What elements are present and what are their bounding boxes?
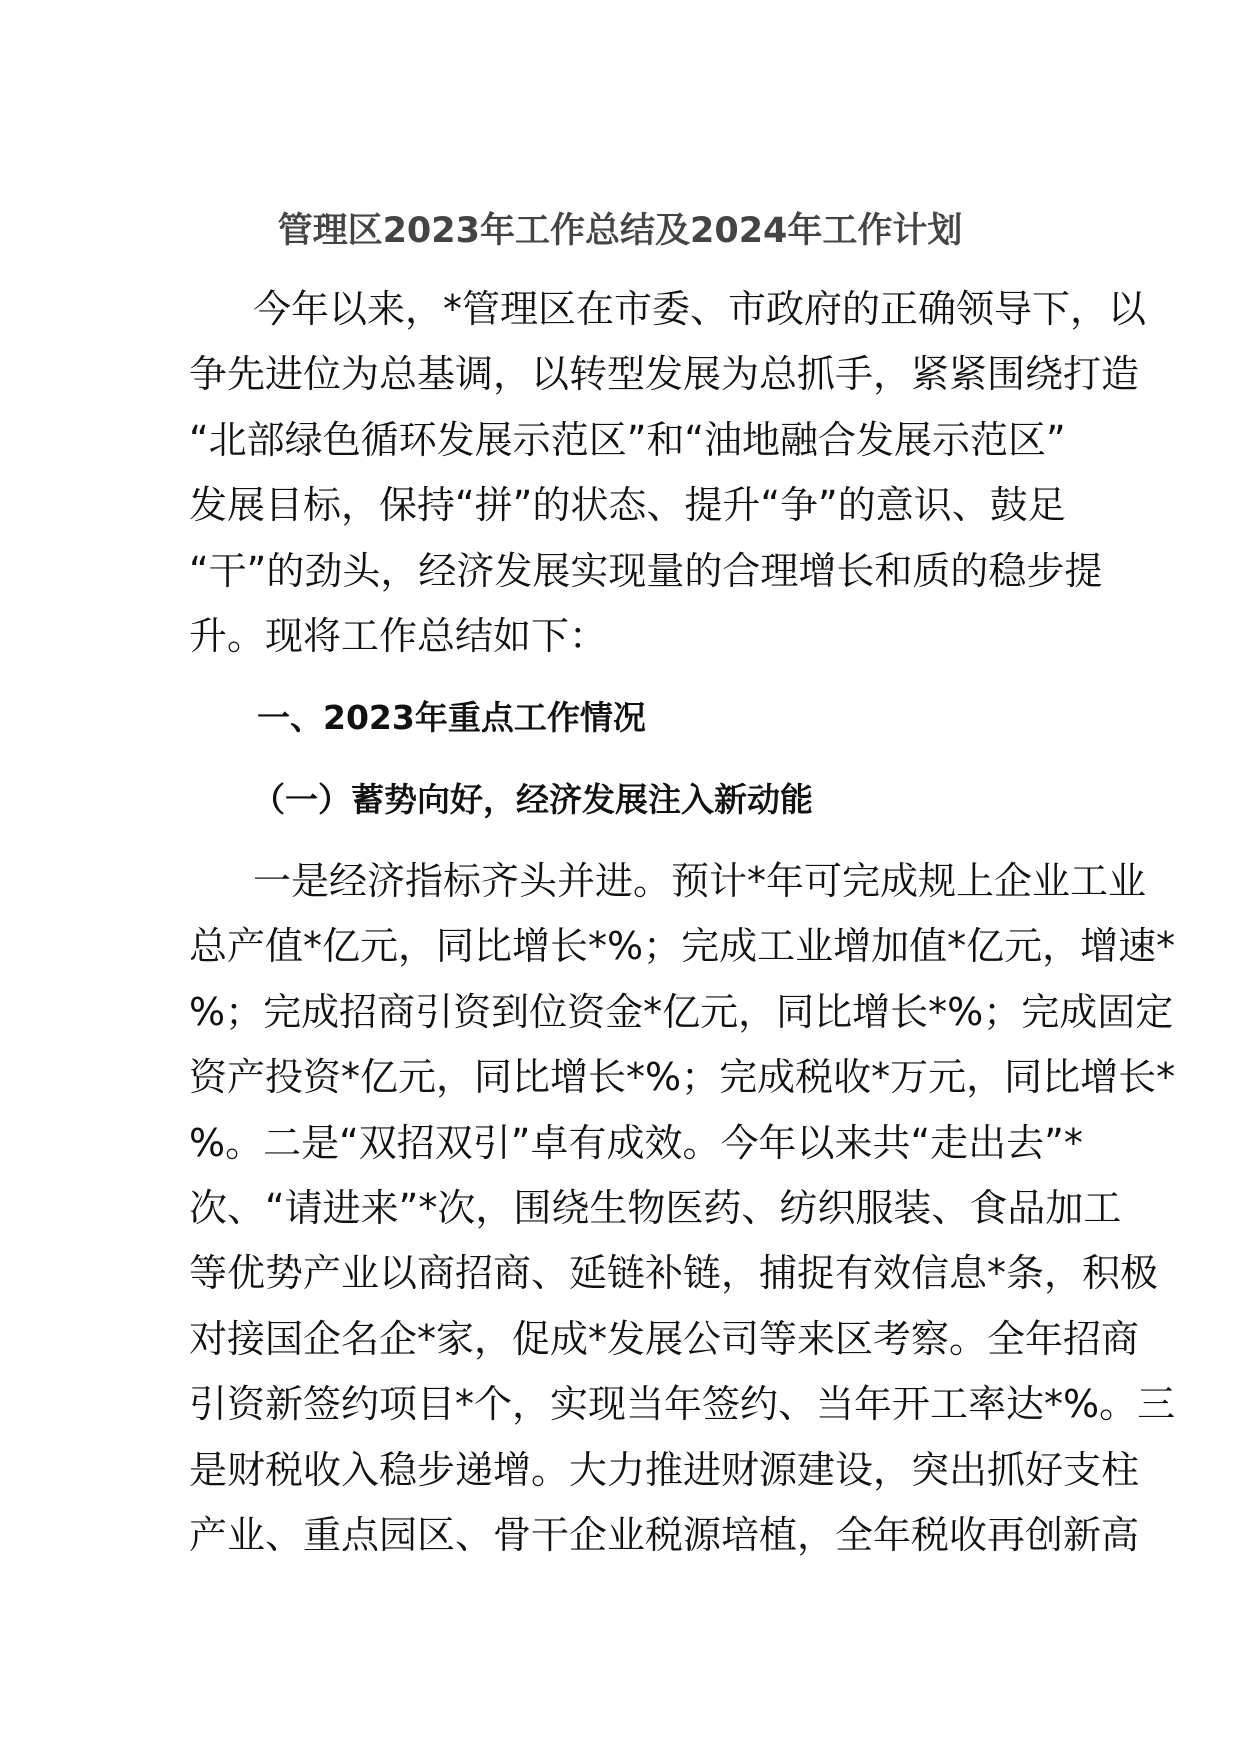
paragraph-line: 升。现将工作总结如下：: [189, 613, 608, 658]
paragraph-line: 今年以来，*管理区在市委、市政府的正确领导下，以: [253, 287, 1147, 331]
document-title: 管理区2023年工作总结及2024年工作计划: [277, 211, 963, 251]
paragraph-line: 总产值*亿元，同比增长*%；完成工业增加值*亿元，增速*: [189, 924, 1176, 969]
paragraph-line: 一是经济指标齐头并进。预计*年可完成规上企业工业: [253, 859, 1147, 903]
paragraph-line: 争先进位为总基调，以转型发展为总抓手，紧紧围绕打造: [189, 352, 1140, 397]
paragraph-line: “干”的劲头，经济发展实现量的合理增长和质的稳步提: [189, 548, 1103, 593]
paragraph-line: 发展目标，保持“拼”的状态、提升“争”的意识、鼓足: [189, 483, 1066, 528]
body-paragraph: [189, 849, 1176, 1568]
paragraph-line: 资产投资*亿元，同比增长*%；完成税收*万元，同比增长*: [189, 1055, 1176, 1100]
paragraph-line: “北部绿色循环发展示范区”和“油地融合发展示范区”: [189, 417, 1066, 462]
intro-paragraph: [189, 277, 1147, 669]
paragraph-line: %；完成招商引资到位资金*亿元，同比增长*%；完成固定: [189, 989, 1174, 1034]
paragraph-line: 是财税收入稳步递增。大力推进财源建设，突出抓好支柱: [189, 1447, 1140, 1492]
paragraph-line: 等优势产业以商招商、延链补链，捕捉有效信息*条，积极: [189, 1251, 1159, 1296]
paragraph-line: 次、“请进来”*次，围绕生物医药、纺织服装、食品加工: [189, 1185, 1122, 1230]
paragraph-line: 对接国企名企*家，促成*发展公司等来区考察。全年招商: [189, 1316, 1140, 1361]
subsection-heading: （一）蓄势向好，经济发展注入新动能: [252, 780, 813, 819]
section-heading: 一、2023年重点工作情况: [257, 698, 646, 737]
paragraph-line: 产业、重点园区、骨干企业税源培植，全年税收再创新高: [189, 1512, 1140, 1557]
paragraph-line: 引资新签约项目*个，实现当年签约、当年开工率达*%。三: [189, 1382, 1176, 1427]
paragraph-line: %。二是“双招双引”卓有成效。今年以来共“走出去”*: [189, 1120, 1083, 1165]
